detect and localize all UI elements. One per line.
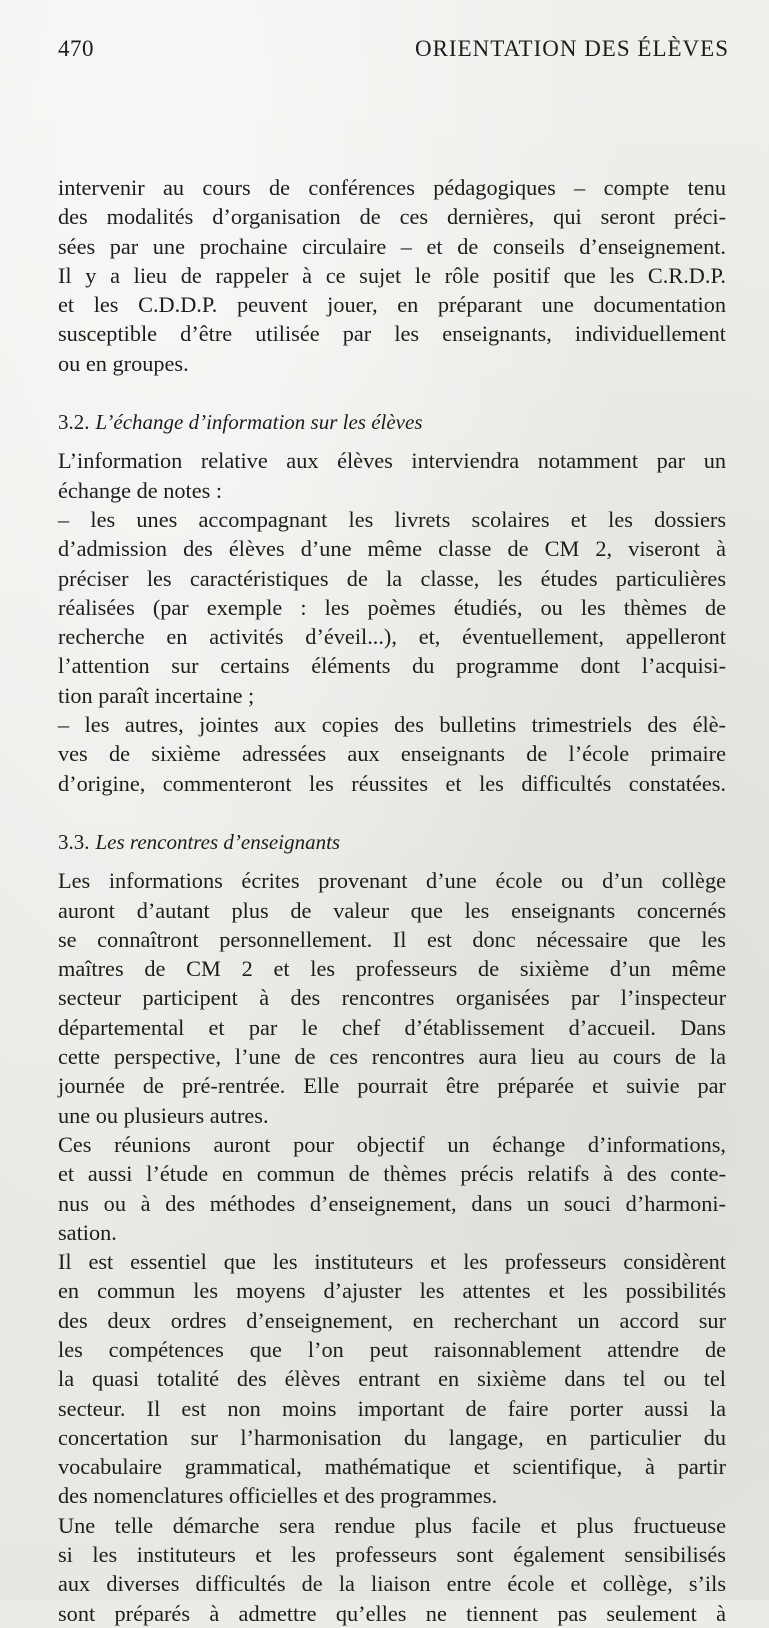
- section-number: 3.3.: [58, 829, 90, 854]
- text-line: ou en groupes.: [58, 350, 189, 376]
- text-line: secteur participent à des rencontres organisées par l’inspecteur: [58, 985, 726, 1011]
- text-line: sont préparés à admettre qu’elles ne tiennent pas seulement à: [58, 1600, 726, 1626]
- body-text: [58, 173, 726, 1628]
- section-3-3-text: [58, 866, 726, 1628]
- page-number: 470: [58, 36, 94, 61]
- text-line: aux diverses difficultés de la liaison entre école et collège, s’ils: [58, 1571, 726, 1597]
- section-heading-3-2: [58, 408, 726, 437]
- text-line: préciser les caractéristiques de la classe, les études particulières: [58, 565, 726, 591]
- text-line: des deux ordres d’enseignement, en recherchant un accord sur: [58, 1307, 726, 1333]
- text-line: secteur. Il est non moins important de faire porter aussi la: [58, 1395, 726, 1421]
- text-line: des modalités d’organisation de ces dernières, qui seront préci-: [58, 204, 726, 230]
- text-line: – les autres, jointes aux copies des bulletins trimestriels des élè-: [58, 712, 726, 738]
- section-3-2-text: [58, 446, 726, 798]
- text-line: cette perspective, l’une de ces rencontres aura lieu au cours de la: [58, 1044, 726, 1070]
- text-line: sées par une prochaine circulaire – et de conseils d’enseignement.: [58, 233, 726, 259]
- text-line: intervenir au cours de conférences pédagogiques – compte tenu: [58, 175, 726, 200]
- text-line: recherche en activités d’éveil...), et, éventuellement, appelleront: [58, 624, 726, 650]
- section-title: Les rencontres d’enseignants: [95, 829, 341, 854]
- text-line: d’origine, commenteront les réussites et les difficultés constatées.: [58, 770, 726, 796]
- text-line: échange de notes :: [58, 477, 223, 503]
- section-heading-3-3: [58, 828, 726, 857]
- text-line: et aussi l’étude en commun de thèmes précis relatifs à des conte-: [58, 1161, 726, 1187]
- text-line: une ou plusieurs autres.: [58, 1102, 269, 1128]
- text-line: Les informations écrites provenant d’une école ou d’un collège: [58, 868, 726, 894]
- text-line: départemental et par le chef d’établissement d’accueil. Dans: [58, 1014, 726, 1040]
- text-line: nus ou à des méthodes d’enseignement, dans un souci d’harmoni-: [58, 1190, 726, 1216]
- text-line: si les instituteurs et les professeurs sont également sensibilisés: [58, 1542, 726, 1568]
- text-line: Il est essentiel que les instituteurs et les professeurs considèrent: [58, 1249, 726, 1275]
- text-line: se connaîtront personnellement. Il est donc nécessaire que les: [58, 926, 726, 952]
- text-line: la quasi totalité des élèves entrant en sixième dans tel ou tel: [58, 1366, 726, 1392]
- text-line: Il y a lieu de rappeler à ce sujet le rôle positif que les C.R.D.P.: [58, 262, 726, 288]
- text-line: réalisées (par exemple : les poèmes étudiés, ou les thèmes de: [58, 594, 726, 620]
- running-title: ORIENTATION DES ÉLÈVES: [414, 36, 729, 61]
- running-head: [58, 36, 729, 68]
- text-line: susceptible d’être utilisée par les enseignants, individuellement: [58, 321, 726, 347]
- section-number: 3.2.: [58, 410, 90, 435]
- text-line: sation.: [58, 1219, 117, 1245]
- paragraph-intro: [58, 173, 726, 378]
- text-line: l’attention sur certains éléments du programme dont l’acquisi-: [58, 653, 726, 679]
- text-line: vocabulaire grammatical, mathématique et scientifique, à partir: [58, 1454, 726, 1480]
- text-line: L’information relative aux élèves interviendra notamment par un: [58, 448, 726, 474]
- text-line: journée de pré-rentrée. Elle pourrait être préparée et suivie par: [58, 1073, 726, 1099]
- text-line: et les C.D.D.P. peuvent jouer, en préparant une documentation: [58, 292, 726, 318]
- section-title: L’échange d’information sur les élèves: [95, 410, 423, 435]
- text-line: des nomenclatures officielles et des programmes.: [58, 1483, 498, 1509]
- text-line: en commun les moyens d’ajuster les attentes et les possibilités: [58, 1278, 726, 1304]
- text-line: auront d’autant plus de valeur que les enseignants concernés: [58, 897, 726, 923]
- text-line: – les unes accompagnant les livrets scolaires et les dossiers: [58, 506, 726, 532]
- text-line: maîtres de CM 2 et les professeurs de sixième d’un même: [58, 956, 726, 982]
- text-line: Ces réunions auront pour objectif un échange d’informations,: [58, 1131, 726, 1157]
- text-line: concertation sur l’harmonisation du langage, en particulier du: [58, 1424, 726, 1450]
- text-line: d’admission des élèves d’une même classe de CM 2, viseront à: [58, 536, 726, 562]
- text-line: Une telle démarche sera rendue plus facile et plus fructueuse: [58, 1512, 726, 1538]
- text-line: ves de sixième adressées aux enseignants de l’école primaire: [58, 741, 726, 767]
- text-line: les compétences que l’on peut raisonnablement attendre de: [58, 1336, 726, 1362]
- text-line: tion paraît incertaine ;: [58, 682, 255, 708]
